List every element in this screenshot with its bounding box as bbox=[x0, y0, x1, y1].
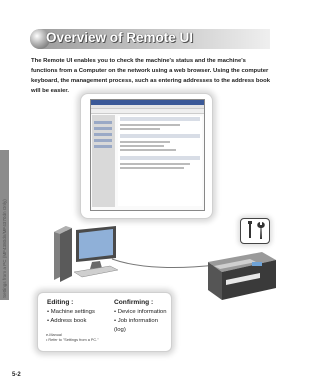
wrench-screwdriver-icon bbox=[241, 219, 269, 243]
intro-paragraph: The Remote UI enables you to check the machine's status and the machine's functions from a Computer on the network using a web browser. Using the computer keyboard, the management process, such as entering addresses to the address book will be easier. bbox=[31, 58, 270, 94]
confirming-item: • Device information bbox=[114, 309, 167, 315]
manual-note-label: e-Manual bbox=[46, 333, 62, 337]
manual-note-ref: • Refer to "Settings from a PC." bbox=[46, 338, 99, 342]
manual-note bbox=[46, 333, 99, 343]
features-callout bbox=[37, 292, 172, 352]
editing-item: • Machine settings bbox=[47, 309, 95, 315]
browser-screenshot bbox=[90, 99, 205, 211]
confirming-title: Confirming : bbox=[114, 299, 154, 306]
printer-illustration bbox=[200, 240, 280, 310]
page-number: 5-2 bbox=[12, 372, 21, 378]
confirming-column bbox=[114, 298, 171, 335]
editing-column bbox=[47, 298, 95, 326]
page-title: Overview of Remote UI bbox=[46, 30, 194, 45]
tools-callout bbox=[240, 218, 270, 244]
editing-title: Editing : bbox=[47, 299, 74, 306]
editing-item: • Address book bbox=[47, 318, 87, 324]
confirming-item: • Job information (log) bbox=[114, 318, 158, 333]
side-tab-label: Settings from a PC (MF4380dn/MF4370dn Only) bbox=[2, 199, 7, 298]
